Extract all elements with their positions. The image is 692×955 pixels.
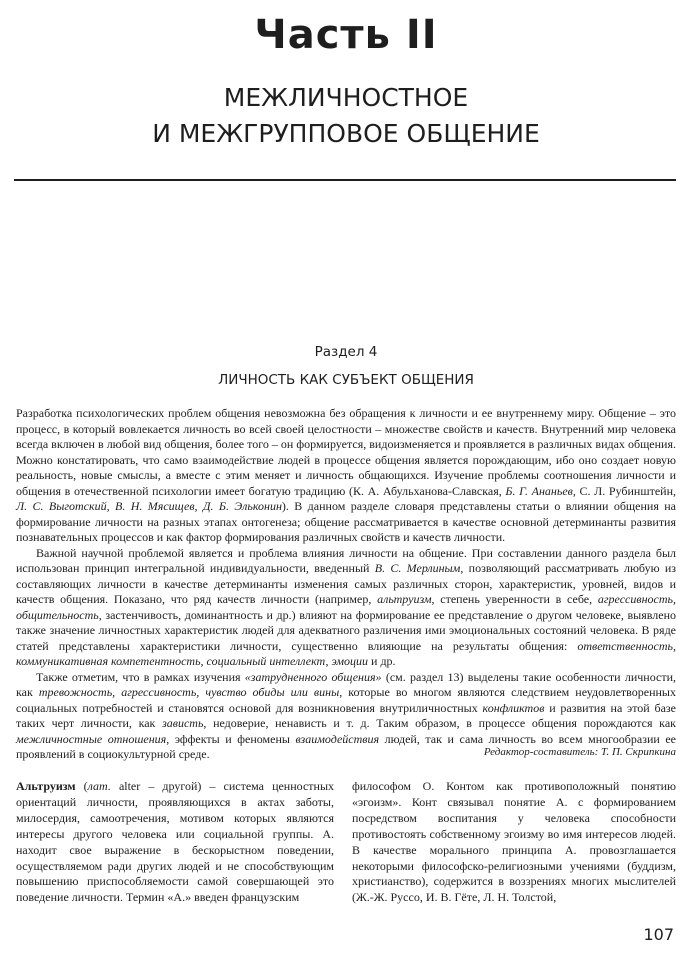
entry-column-right [352,779,676,906]
entry-term: Альтруизм [16,779,76,793]
page-number: 107 [643,925,674,944]
entry-altruism: Альтруизм (лат. alter – другой) – система ценностных ориентаций личности, проявляющихся в актах заботы, милосердия, самоотречения, мотивом которых являются интересы другого человека или социальной группы. А. находит свое выражение в бескорыстном поведении, осуществляемом ради других людей и не способствующим повышению приспособляемости самой совершающей это поведение личности. Термин «А.» введен французским [16,779,335,905]
part-subtitle [0,80,692,152]
intro-paragraph-2: Важной научной проблемой является и проблема влияния личности на общение. При составлении данного раздела был использован принцип интегральной индивидуальности, введенный В. С. Мерлиным, позволяющий рассматривать любую из составляющих личности в качестве детерминанты изменения самых различных сторон, характеристик, уровней, видов и качеств общения. Показано, что ряд качеств личности (например, альтруизм, степень уверенности в себе, агрессивность, общительность, застенчивость, доминантность и др.) влияют на формирование ее представление о другом человеке, выявлено также значение личностных характеристик людей для адекватного различения ими эмоциональных состояний человека. В ряде статей представлены характеристики личности, существенно влияющие на результаты общения: ответственность, коммуникативная компетентность, социальный интеллект, эмоции и др. [16,545,677,668]
intro-paragraph-1: Разработка психологических проблем общения невозможна без обращения к личности и ее внутреннему миру. Общение – это процесс, в который вовлекается личность во всей своей целостности – множестве свойств и качеств. Внутренний мир человека всегда включен в любой вид общения, более того – он формируется, видоизменяется и проявляется в различных видах общения. Можно констатировать, что само взаимодействие людей в процессе общения является порождающим, ибо оно создает новую реальность, новые смыслы, а вместе с этим меняет и личность общающихся. Изучение проблемы соотношения личности и общения в отечественной психологии имеет богатую традицию (К. А. Абульханова-Славская, Б. Г. Ананьев, С. Л. Рубинштейн, Л. С. Выготский, В. Н. Мясищев, Д. Б. Эльконин). В данном разделе словаря представлены статьи о влиянии общения на формирование личности на разных этапах онтогенеза; общение рассматривается в качестве основной детерминанты развития познавательных процессов и как фактор формирования различных свойств и качеств личности. [16,406,677,544]
entry-column-left [16,779,334,906]
part-subtitle-line-1: МЕЖЛИЧНОСТНОЕ [223,83,469,112]
section-title: ЛИЧНОСТЬ КАК СУБЪЕКТ ОБЩЕНИЯ [218,372,474,388]
part-subtitle-line-2: И МЕЖГРУППОВОЕ ОБЩЕНИЕ [152,119,540,148]
section-introduction [16,406,676,763]
section-number: Раздел 4 [314,344,378,360]
editor-credit: Редактор-составитель: Т. П. Скрипкина [483,746,676,758]
entry-altruism-continued: философом О. Контом как противоположный понятию «эгоизм». Конт связывал понятие А. с формированием посредством воспитания у человека способности противостоять собственному эгоизму во имя интересов людей. В качестве морального принципа А. провозглашается некоторыми философско-религиозными учениями (буддизм, христианство), содержится в воззрениях многих мыслителей (Ж.-Ж. Руссо, И. В. Гёте, Л. Н. Толстой, [352,779,676,905]
title-divider [14,179,676,181]
intro-paragraph-3: Также отметим, что в рамках изучения «затрудненного общения» (см. раздел 13) выделены такие особенности личности, как тревожность, агрессивность, чувство обиды или вины, которые во многом являются следствием неудовлетворенных социальных потребностей и становятся основой для возникновения внутриличностных конфликтов и развития на этой базе таких черт личности, как зависть, недоверие, ненависть и т. д. Таким образом, в процессе общения порождаются как межличностные отношения, эффекты и феномены взаимодействия людей, так и сама личность во всем многообразии ее проявлений в социокультурной среде. [16,669,676,761]
part-title: Часть II [254,12,438,58]
